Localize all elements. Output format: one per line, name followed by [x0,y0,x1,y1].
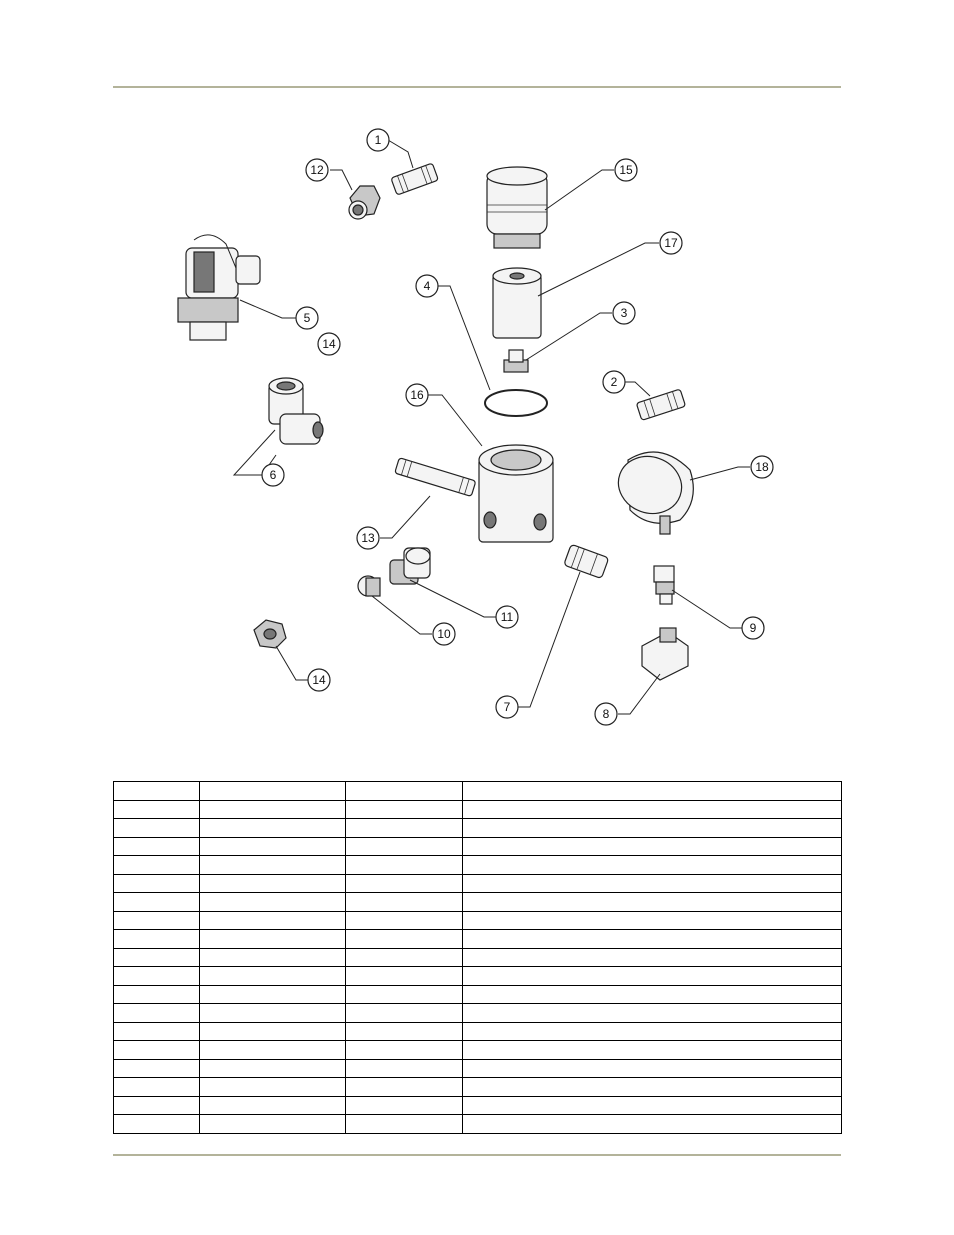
table-cell [346,1115,463,1134]
table-row [114,1059,842,1078]
callout-5 [296,307,318,329]
table-cell [114,1004,200,1023]
part-6-elbow [269,378,323,444]
callout-18 [751,456,773,478]
callout-8 [595,703,617,725]
table-cell [346,837,463,856]
table-cell [346,948,463,967]
parts-table-body [114,782,842,1134]
callout-17 [660,232,682,254]
table-cell [463,837,842,856]
part-4-o-ring [485,390,547,416]
callout-2 [603,371,625,393]
table-row [114,893,842,912]
part-17-filter [493,268,541,338]
table-row [114,874,842,893]
table-cell [200,967,346,986]
table-cell [463,1041,842,1060]
table-cell [463,930,842,949]
part-3-fitting [504,350,528,372]
callout-3 [613,302,635,324]
table-row [114,1022,842,1041]
table-row [114,967,842,986]
table-cell [346,1004,463,1023]
table-cell [114,930,200,949]
table-cell [200,948,346,967]
table-cell [463,1059,842,1078]
table-cell [114,893,200,912]
table-row [114,800,842,819]
table-cell [114,856,200,875]
table-cell [200,1078,346,1097]
table-cell [346,911,463,930]
table-cell [200,1022,346,1041]
table-cell [114,782,200,801]
table-row [114,911,842,930]
table-cell [114,837,200,856]
part-15-cap [487,167,547,248]
svg-text:4: 4 [423,279,431,293]
table-cell [346,800,463,819]
table-cell [346,819,463,838]
part-18-gauge [610,448,693,534]
table-cell [114,1059,200,1078]
svg-text:18: 18 [755,460,769,474]
part-16-body [479,445,553,542]
table-row [114,782,842,801]
table-cell [200,893,346,912]
part-11-adapter [390,548,430,584]
table-cell [463,948,842,967]
callout-6 [262,464,284,486]
part-2-nipple [636,389,685,420]
svg-text:5: 5 [303,311,311,325]
table-cell [200,800,346,819]
table-row [114,985,842,1004]
svg-text:10: 10 [437,627,451,641]
svg-text:9: 9 [749,621,757,635]
callout-1 [367,129,389,151]
table-cell [346,874,463,893]
table-cell [200,1004,346,1023]
table-cell [463,967,842,986]
table-cell [200,1115,346,1134]
table-cell [200,1041,346,1060]
callout-10 [433,623,455,645]
table-cell [346,985,463,1004]
callout-7 [496,696,518,718]
callout-13 [357,527,379,549]
svg-text:11: 11 [500,610,514,624]
table-cell [200,819,346,838]
table-cell [200,1059,346,1078]
table-cell [463,782,842,801]
callout-4 [416,275,438,297]
table-row [114,948,842,967]
table-cell [346,1078,463,1097]
table-row [114,837,842,856]
part-5-relief-valve [178,235,260,340]
svg-text:14: 14 [322,337,336,351]
table-cell [200,782,346,801]
table-cell [463,1115,842,1134]
header-rule [113,86,841,88]
part-1-nipple [391,163,439,195]
table-cell [463,856,842,875]
svg-text:12: 12 [310,163,324,177]
table-cell [463,1078,842,1097]
exploded-parts-diagram [0,100,954,740]
callout-16 [406,384,428,406]
table-cell [114,1078,200,1097]
callout-9 [742,617,764,639]
part-10-cap [358,576,380,596]
svg-text:1: 1 [374,133,382,147]
table-cell [463,985,842,1004]
table-cell [114,911,200,930]
svg-text:2: 2 [610,375,618,389]
table-cell [200,930,346,949]
table-cell [114,819,200,838]
table-cell [463,911,842,930]
table-cell [463,800,842,819]
table-cell [200,985,346,1004]
part-7-nipple [564,544,609,578]
table-cell [346,1059,463,1078]
callout-11 [496,606,518,628]
table-cell [463,1096,842,1115]
callout-14-upper [318,333,340,355]
table-cell [346,1096,463,1115]
table-cell [200,1096,346,1115]
table-row [114,1041,842,1060]
part-13-long-nipple [395,458,476,497]
table-cell [463,1004,842,1023]
table-cell [463,1022,842,1041]
table-cell [463,893,842,912]
table-cell [346,967,463,986]
part-9-fitting [654,566,674,604]
svg-text:17: 17 [664,236,678,250]
callout-12 [306,159,328,181]
table-cell [114,1041,200,1060]
part-14-hex-nut [254,620,286,648]
table-cell [463,819,842,838]
table-cell [114,800,200,819]
table-cell [346,893,463,912]
svg-text:6: 6 [269,468,277,482]
svg-text:8: 8 [602,707,610,721]
table-cell [114,985,200,1004]
table-cell [346,930,463,949]
callout-14-lower [308,669,330,691]
table-cell [200,911,346,930]
svg-text:13: 13 [361,531,375,545]
table-row [114,819,842,838]
table-cell [114,874,200,893]
part-8-block [642,628,688,680]
table-cell [346,1041,463,1060]
table-cell [346,856,463,875]
table-cell [200,856,346,875]
svg-text:16: 16 [410,388,424,402]
table-row [114,1004,842,1023]
table-cell [200,837,346,856]
table-cell [346,1022,463,1041]
table-row [114,1096,842,1115]
table-cell [114,948,200,967]
svg-text:14: 14 [312,673,326,687]
table-cell [463,874,842,893]
table-cell [346,782,463,801]
table-row [114,1115,842,1134]
parts-table [113,781,842,1134]
table-row [114,930,842,949]
table-cell [114,1022,200,1041]
part-12-bushing [349,186,380,219]
table-row [114,1078,842,1097]
table-cell [200,874,346,893]
svg-text:3: 3 [620,306,628,320]
callout-15 [615,159,637,181]
table-cell [114,1115,200,1134]
table-cell [114,967,200,986]
table-row [114,856,842,875]
svg-text:7: 7 [503,700,511,714]
table-cell [114,1096,200,1115]
svg-text:15: 15 [619,163,633,177]
footer-rule [113,1154,841,1156]
